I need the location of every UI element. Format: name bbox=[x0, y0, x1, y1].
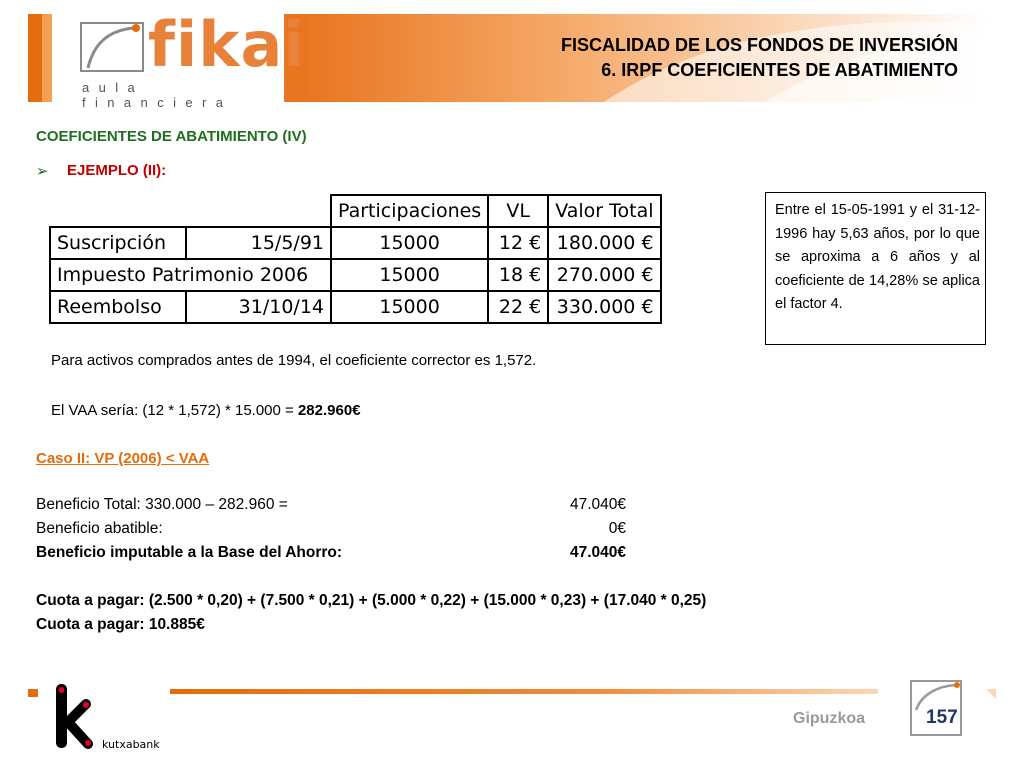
table-header-row bbox=[50, 195, 661, 227]
slide-title-line-2: 6. IRPF COEFICIENTES DE ABATIMIENTO bbox=[601, 60, 958, 80]
table-row bbox=[50, 259, 661, 291]
footer-divider bbox=[170, 689, 878, 694]
vaa-value: 282.960€ bbox=[297, 402, 361, 419]
row-participations: 15000 bbox=[331, 259, 488, 291]
row-concept: Reembolso bbox=[50, 291, 186, 323]
kutxabank-wordmark: kutxabank bbox=[102, 738, 160, 751]
column-header-vl: VL bbox=[488, 195, 548, 227]
row-participations: 15000 bbox=[331, 291, 488, 323]
row-concept: Suscripción bbox=[50, 227, 186, 259]
table-row bbox=[50, 291, 661, 323]
row-date: 15/5/91 bbox=[186, 227, 331, 259]
row-date: 31/10/14 bbox=[186, 291, 331, 323]
total-benefit-label: Beneficio Total: 330.000 – 282.960 = bbox=[36, 496, 288, 513]
slide-header bbox=[28, 8, 990, 110]
row-participations: 15000 bbox=[331, 227, 488, 259]
row-total: 330.000 € bbox=[548, 291, 660, 323]
fikai-logo bbox=[52, 8, 306, 110]
abatable-benefit-value: 0€ bbox=[608, 520, 626, 537]
quota-result: Cuota a pagar: 10.885€ bbox=[36, 616, 205, 633]
region-label: Gipuzkoa bbox=[793, 710, 866, 727]
table-empty-cell bbox=[50, 195, 186, 227]
abatable-benefit-label: Beneficio abatible: bbox=[36, 520, 163, 537]
header-wave-decoration bbox=[284, 14, 990, 102]
column-header-total: Valor Total bbox=[548, 195, 660, 227]
logo-wordmark: fikai bbox=[148, 8, 306, 81]
footer-accent-square bbox=[28, 689, 38, 697]
row-total: 270.000 € bbox=[548, 259, 660, 291]
slide-title-line-1: FISCALIDAD DE LOS FONDOS DE INVERSIÓN bbox=[560, 35, 958, 55]
example-heading: EJEMPLO (II): bbox=[67, 162, 167, 179]
case-heading: Caso II: VP (2006) < VAA bbox=[36, 450, 210, 467]
logo-subtitle: aula financiera bbox=[82, 80, 233, 110]
corner-triangle-icon bbox=[986, 689, 996, 699]
corrector-coefficient-text: Para activos comprados antes de 1994, el coeficiente corrector es 1,572. bbox=[51, 352, 537, 369]
vaa-formula: El VAA sería: (12 * 1,572) * 15.000 = bbox=[51, 402, 298, 419]
row-total: 180.000 € bbox=[548, 227, 660, 259]
row-vl: 18 € bbox=[488, 259, 548, 291]
explanation-note: Entre el 15-05-1991 y el 31-12-1996 hay 5,63 años, por lo que se aproxima a 6 años y al coeficiente de 14,28% se aplica el factor 4. bbox=[765, 192, 986, 345]
row-vl: 22 € bbox=[488, 291, 548, 323]
row-vl: 12 € bbox=[488, 227, 548, 259]
investment-table bbox=[49, 194, 662, 324]
quota-formula: Cuota a pagar: (2.500 * 0,20) + (7.500 * 0,21) + (5.000 * 0,22) + (15.000 * 0,23) + (17.040 * 0,25) bbox=[36, 592, 707, 609]
vaa-text bbox=[51, 402, 361, 419]
kutxabank-k-icon bbox=[52, 680, 100, 752]
table-row bbox=[50, 227, 661, 259]
table-empty-cell bbox=[186, 195, 331, 227]
total-benefit-value: 47.040€ bbox=[569, 496, 626, 513]
header-accent-bar bbox=[28, 14, 42, 102]
row-concept: Impuesto Patrimonio 2006 bbox=[50, 259, 331, 291]
page-number: 157 bbox=[926, 707, 958, 728]
fikai-swoosh-icon bbox=[80, 22, 144, 72]
arrow-bullet-icon: ➢ bbox=[36, 163, 49, 180]
section-heading: COEFICIENTES DE ABATIMIENTO (IV) bbox=[36, 128, 307, 145]
column-header-participations: Participaciones bbox=[331, 195, 488, 227]
taxable-benefit-value: 47.040€ bbox=[569, 544, 626, 561]
taxable-benefit-label: Beneficio imputable a la Base del Ahorro: bbox=[36, 544, 343, 561]
